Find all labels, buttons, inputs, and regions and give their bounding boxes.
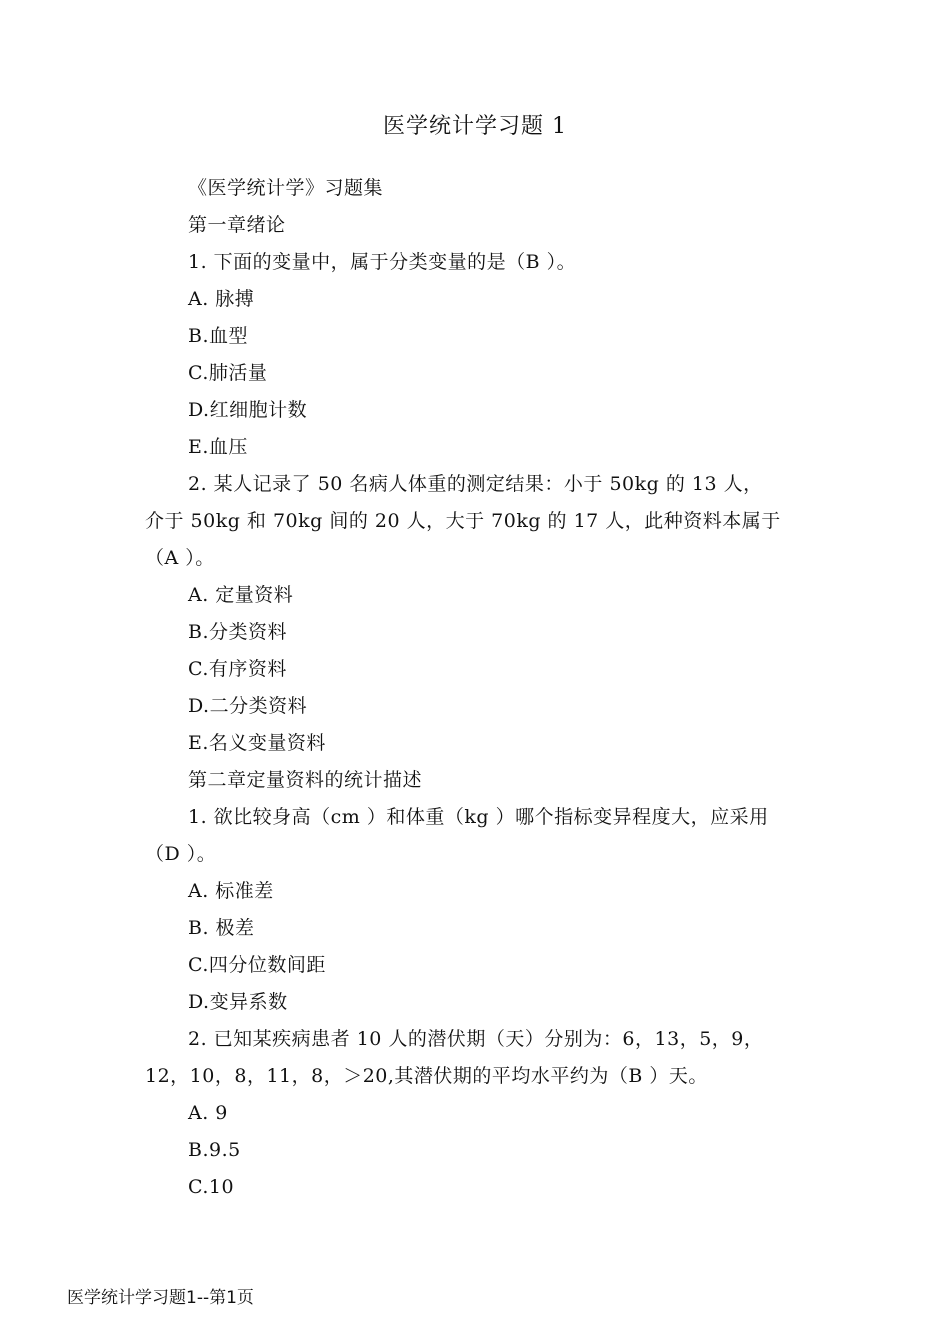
option-line: E.名义变量资料 [188, 732, 326, 754]
option-line: B. 极差 [188, 917, 255, 939]
question-line: 2. 某人记录了 50 名病人体重的测定结果：小于 50kg 的 13 人， [188, 473, 763, 495]
option-line: C.四分位数间距 [188, 954, 326, 976]
option-line: C.10 [188, 1176, 235, 1198]
option-line: A. 标准差 [188, 880, 274, 902]
question-line: 12，10，8，11，8，＞20,其潜伏期的平均水平约为（B ）天。 [145, 1065, 708, 1087]
document-title: 医学统计学习题 1 [383, 114, 567, 139]
question-line: 1. 欲比较身高（cm ）和体重（kg ）哪个指标变异程度大，应采用 [188, 806, 769, 828]
option-line: B.血型 [188, 325, 249, 347]
option-line: D.二分类资料 [188, 695, 308, 717]
question-line: 1. 下面的变量中，属于分类变量的是（B ）。 [188, 251, 577, 273]
option-line: B.分类资料 [188, 621, 288, 643]
chapter-heading: 第一章绪论 [188, 214, 286, 236]
option-line: B.9.5 [188, 1139, 241, 1161]
question-line: （A ）。 [145, 547, 215, 569]
option-line: A. 脉搏 [188, 288, 255, 310]
question-line: 2. 已知某疾病患者 10 人的潜伏期（天）分别为：6，13，5，9， [188, 1028, 764, 1050]
option-line: D.红细胞计数 [188, 399, 308, 421]
option-line: A. 9 [188, 1102, 228, 1124]
question-line: （D ）。 [145, 843, 217, 865]
document-body [145, 170, 810, 1206]
page-footer: 医学统计学习题1--第1页 [67, 1288, 254, 1308]
option-line: C.肺活量 [188, 362, 268, 384]
option-line: D.变异系数 [188, 991, 288, 1013]
option-line: A. 定量资料 [188, 584, 294, 606]
option-line: C.有序资料 [188, 658, 287, 680]
option-line: E.血压 [188, 436, 248, 458]
chapter-heading: 第二章定量资料的统计描述 [188, 769, 423, 791]
text-line: 《医学统计学》习题集 [188, 177, 384, 199]
question-line: 介于 50kg 和 70kg 间的 20 人，大于 70kg 的 17 人，此种资料本属于 [145, 510, 781, 532]
